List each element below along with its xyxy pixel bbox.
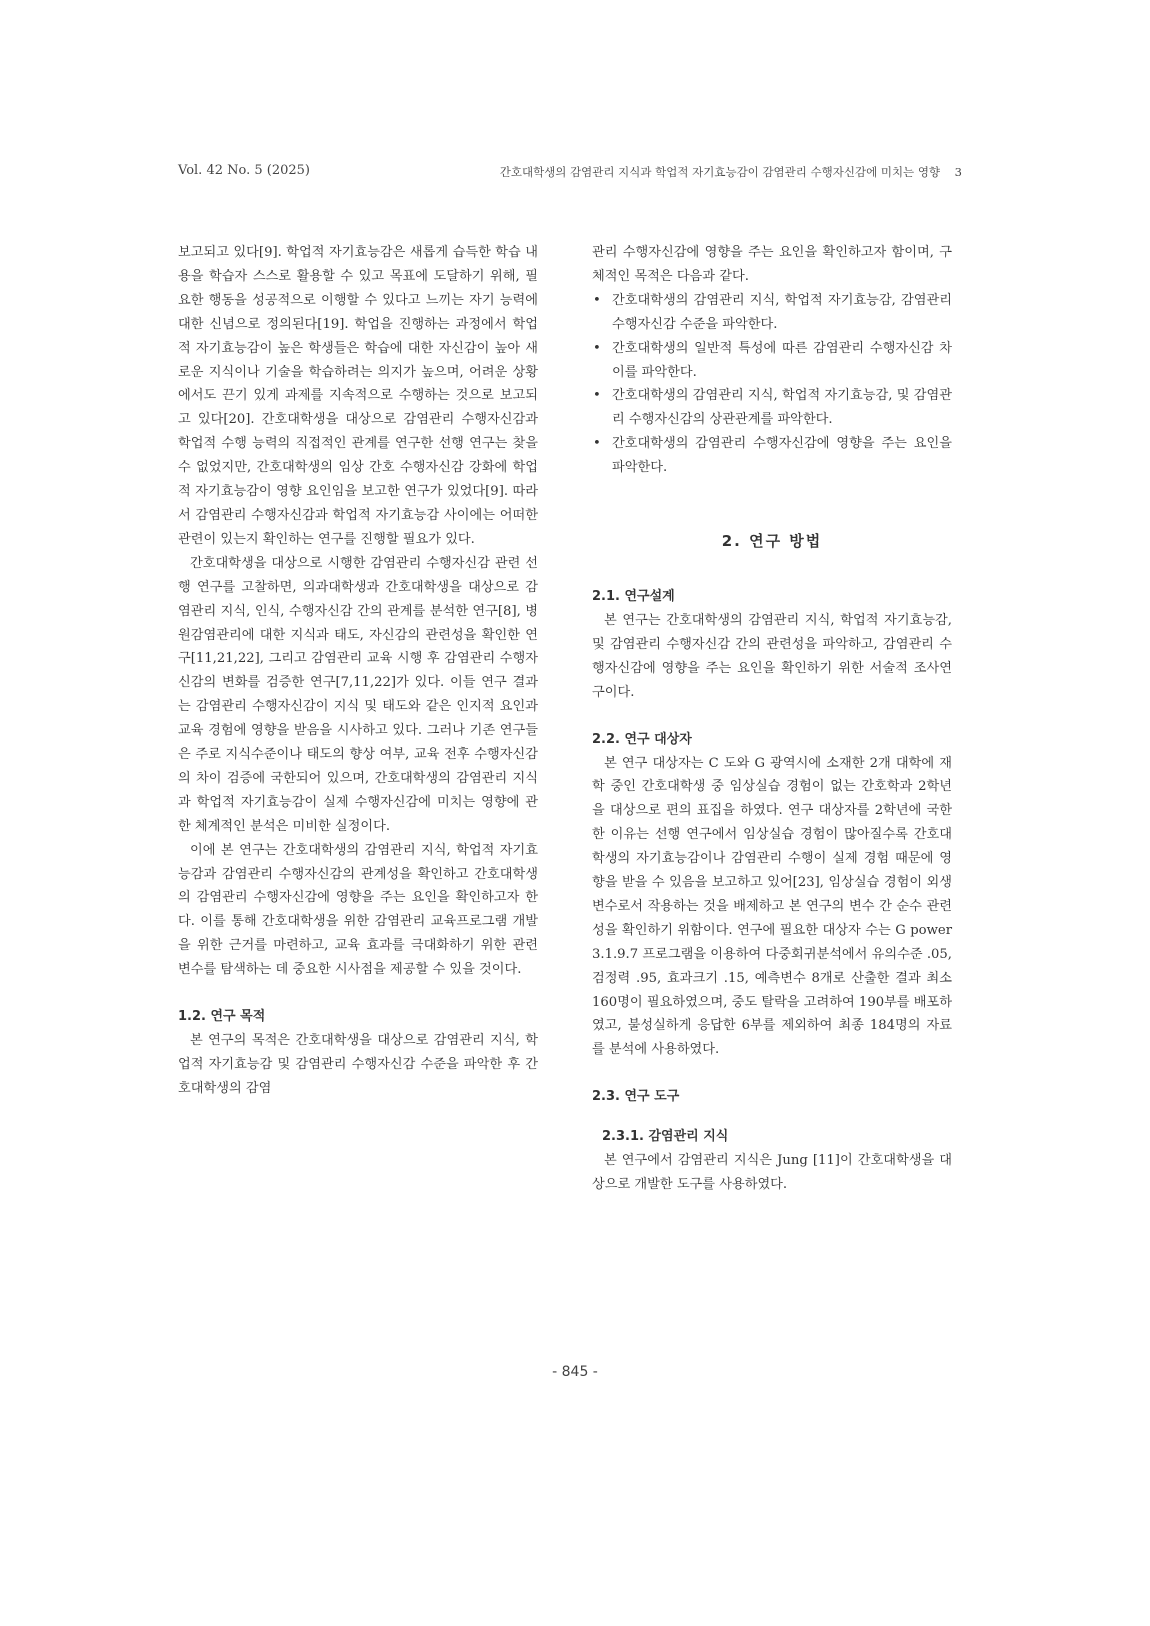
right-column — [592, 241, 952, 1197]
paragraph: 관리 수행자신감에 영향을 주는 요인을 확인하고자 함이며, 구체적인 목적은 다음과 같다. — [592, 245, 952, 284]
list-item: • 간호대학생의 일반적 특성에 따른 감염관리 수행자신감 차이를 파악한다. — [592, 337, 952, 385]
list-item: • 간호대학생의 감염관리 지식, 학업적 자기효능감, 감염관리 수행자신감 수준을 파악한다. — [592, 289, 952, 337]
paragraph: 간호대학생을 대상으로 시행한 감염관리 수행자신감 관련 선행 연구를 고찰하면, 의과대학생과 간호대학생을 대상으로 감염관리 지식, 인식, 수행자신감 간의 관계를 분석한 연구[8], 병원감염관리에 대한 지식과 태도, 자신감의 관련성을 확인한 연구[11,21,22], 그리고 감염관리 교육 시행 후 감염관리 수행자신감의 변화를 검증한 연구[7,11,22]가 있다. 이들 연구 결과는 감염관리 수행자신감이 지식 및 태도와 같은 인지적 요인과 교육 경험에 영향을 받음을 시사하고 있다. 그러나 기존 연구들은 주로 지식수준이나 태도의 향상 여부, 교육 전후 수행자신감의 차이 검증에 국한되어 있으며, 간호대학생의 감염관리 지식과 학업적 자기효능감이 실제 수행자신감에 미치는 영향에 관한 체계적인 분석은 미비한 실정이다. — [178, 555, 538, 834]
running-title: 간호대학생의 감염관리 지식과 학업적 자기효능감이 감염관리 수행자신감에 미치는 영향 — [499, 165, 941, 179]
page-number: - 845 - — [552, 1364, 598, 1380]
running-header — [178, 163, 962, 185]
subsubsection-heading-2-3-1: 2.3.1. 감염관리 지식 — [602, 1129, 729, 1145]
paragraph: 본 연구 대상자는 C 도와 G 광역시에 소재한 2개 대학에 재학 중인 간호대학생 중 임상실습 경험이 없는 간호학과 2학년을 대상으로 편의 표집을 하였다. 연구 대상자를 2학년에 국한한 이유는 선행 연구에서 임상실습 경험이 많아질수록 간호대학생의 자기효능감이나 감염관리 수행이 실제 경험 때문에 영향을 받을 수 있음을 보고하고 있어[23], 임상실습 경험이 외생변수로서 작용하는 것을 배제하고 본 연구의 변수 간 순수 관련성을 확인하기 위함이다. 연구에 필요한 대상자 수는 G power 3.1.9.7 프로그램을 이용하여 다중회귀분석에서 유의수준 .05, 검정력 .95, 효과크기 .15, 예측변수 8개로 산출한 결과 최소 160명이 필요하였으며, 중도 탈락을 고려하여 190부를 배포하였고, 불성실하게 응답한 6부를 제외하여 최종 184명의 자료를 분석에 사용하였다. — [592, 755, 952, 1058]
subsection-heading-2-3: 2.3. 연구 도구 — [592, 1089, 680, 1105]
header-page-number: 3 — [954, 165, 962, 179]
objectives-list — [592, 289, 952, 480]
list-item: • 간호대학생의 감염관리 수행자신감에 영향을 주는 요인을 파악한다. — [592, 432, 952, 480]
section-heading-2: 2. 연구 방법 — [721, 532, 823, 551]
paragraph: 이에 본 연구는 간호대학생의 감염관리 지식, 학업적 자기효능감과 감염관리 수행자신감의 관계성을 확인하고 간호대학생의 감염관리 수행자신감에 영향을 주는 요인을 확인하고자 한다. 이를 통해 간호대학생을 위한 감염관리 교육프로그램 개발을 위한 근거를 마련하고, 교육 효과를 극대화하기 위한 관련 변수를 탐색하는 데 중요한 시사점을 제공할 수 있을 것이다. — [178, 842, 538, 978]
paragraph: 본 연구는 간호대학생의 감염관리 지식, 학업적 자기효능감, 및 감염관리 수행자신감 간의 관련성을 파악하고, 감염관리 수행자신감에 영향을 주는 요인을 확인하기 위한 서술적 조사연구이다. — [592, 612, 952, 700]
list-item: • 간호대학생의 감염관리 지식, 학업적 자기효능감, 및 감염관리 수행자신감의 상관관계를 파악한다. — [592, 384, 952, 432]
subsection-heading-2-2: 2.2. 연구 대상자 — [592, 731, 692, 747]
running-title-line — [500, 164, 962, 180]
paragraph: 본 연구의 목적은 간호대학생을 대상으로 감염관리 지식, 학업적 자기효능감 및 감염관리 수행자신감 수준을 파악한 후 간호대학생의 감염 — [178, 1033, 538, 1096]
left-column — [178, 241, 538, 1101]
paragraph: 본 연구에서 감염관리 지식은 Jung [11]이 간호대학생을 대상으로 개발한 도구를 사용하였다. — [592, 1153, 952, 1192]
journal-volume: Vol. 42 No. 5 (2025) — [178, 163, 310, 178]
subsection-heading-1-2: 1.2. 연구 목적 — [178, 1009, 266, 1025]
paragraph: 보고되고 있다[9]. 학업적 자기효능감은 새롭게 습득한 학습 내용을 학습자 스스로 활용할 수 있고 목표에 도달하기 위해, 필요한 행동을 성공적으로 이행할 수 있다고 느끼는 자기 능력에 대한 신념으로 정의된다[19]. 학업을 진행하는 과정에서 학업적 자기효능감이 높은 학생들은 학습에 대한 자신감이 높아 새로운 지식이나 기술을 학습하려는 의지가 높으며, 어려운 상황에서도 끈기 있게 과제를 지속적으로 수행하는 것으로 보고되고 있다[20]. 간호대학생을 대상으로 감염관리 수행자신감과 학업적 수행 능력의 직접적인 관계를 연구한 선행 연구는 찾을 수 없었지만, 간호대학생의 임상 간호 수행자신감 강화에 학업적 자기효능감이 영향 요인임을 보고한 연구가 있었다[9]. 따라서 감염관리 수행자신감과 학업적 자기효능감 사이에는 어떠한 관련이 있는지 확인하는 연구를 진행할 필요가 있다. — [178, 245, 538, 547]
subsection-heading-2-1: 2.1. 연구설계 — [592, 589, 675, 605]
